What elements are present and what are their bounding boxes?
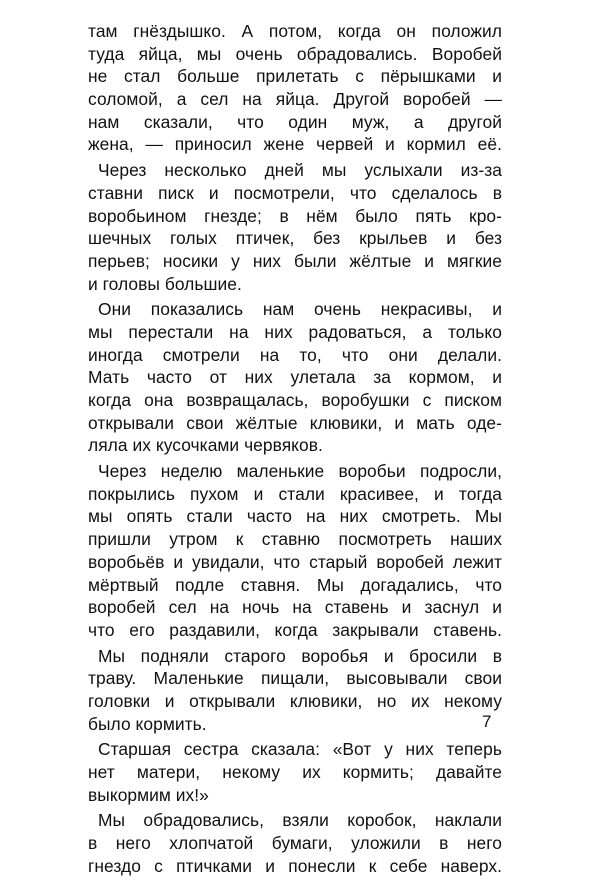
text-line: было кормить. [88, 713, 207, 734]
text-line: в него хлопчатой бумаги, уложили в него [88, 833, 502, 854]
text-line: что его раздавили, когда закрывали ставень. [88, 619, 502, 640]
text-line: покрылись пухом и стали красивее, и тогда [88, 483, 502, 504]
text-line: не стал больше прилетать с пёрышками и [88, 66, 502, 87]
text-line: иногда смотрели на то, что они делали. [88, 344, 502, 365]
text-line: Мы обрадовались, взяли коробок, наклали [98, 810, 502, 831]
text-line: там гнёздышко. А потом, когда он положил [88, 21, 502, 41]
text-line: шечных голых птичек, без крыльев и без [88, 228, 502, 249]
text-line: мёртвый подле ставня. Мы догадались, что [88, 574, 502, 595]
text-line: когда она возвращалась, воробушки с писком [88, 390, 502, 410]
text-line: ляла их кусочками червяков. [88, 435, 323, 456]
text-line: выкормим их!» [88, 784, 209, 805]
text-line: нам сказали, что один муж, а другой [88, 111, 502, 132]
paragraph [88, 298, 502, 457]
text-line: соломой, а сел на яйца. Другой воробей — [88, 89, 502, 110]
paragraph [88, 460, 502, 642]
text-line: воробей сел на ночь на ставень и заснул и [88, 597, 502, 618]
text-line: пришли утром к ставню посмотреть наших [88, 529, 502, 550]
text-line: мы опять стали часто на них смотреть. Мы [88, 506, 502, 527]
paragraph [88, 738, 502, 806]
paragraph [88, 159, 502, 295]
text-line: и головы большие. [88, 273, 242, 294]
text-line: перьев; носики у них были жёлтые и мягкие [88, 250, 502, 271]
text-line: Через несколько дней мы услыхали из-за [98, 160, 502, 181]
text-line: воробьином гнезде; в нём было пять кро- [88, 205, 502, 226]
text-line: ставни писк и посмотрели, что сделалось в [88, 182, 502, 203]
text-line: Мать часто от них улетала за кормом, и [88, 367, 502, 388]
text-line: туда яйца, мы очень обрадовались. Воробей [88, 43, 502, 64]
text-line: Мы подняли старого воробья и бросили в [98, 645, 502, 666]
text-line: траву. Маленькие пищали, высовывали свои [88, 668, 502, 689]
paragraph [88, 20, 502, 156]
paragraph [88, 645, 502, 736]
text-line: Они показались нам очень некрасивы, и [98, 299, 502, 320]
text-line: открывали свои жёлтые клювики, и мать оде- [88, 412, 502, 433]
text-line: головки и открывали клювики, но их некому [88, 690, 502, 711]
text-line: Через неделю маленькие воробьи подросли, [98, 461, 502, 482]
text-line: воробьёв и увидали, что старый воробей лежит [88, 551, 502, 572]
paragraph [88, 809, 502, 877]
page-number: 7 [482, 712, 492, 731]
text-line: гнездо с птичками и понесли к себе наверх. [88, 855, 502, 876]
book-page-text [88, 20, 502, 880]
text-line: Старшая сестра сказала: «Вот у них теперь [98, 739, 502, 760]
text-line: мы перестали на них радоваться, а только [88, 321, 502, 342]
text-line: нет матери, некому их кормить; давайте [88, 762, 502, 782]
text-line: жена, — приносил жене червей и кормил её. [88, 134, 502, 155]
